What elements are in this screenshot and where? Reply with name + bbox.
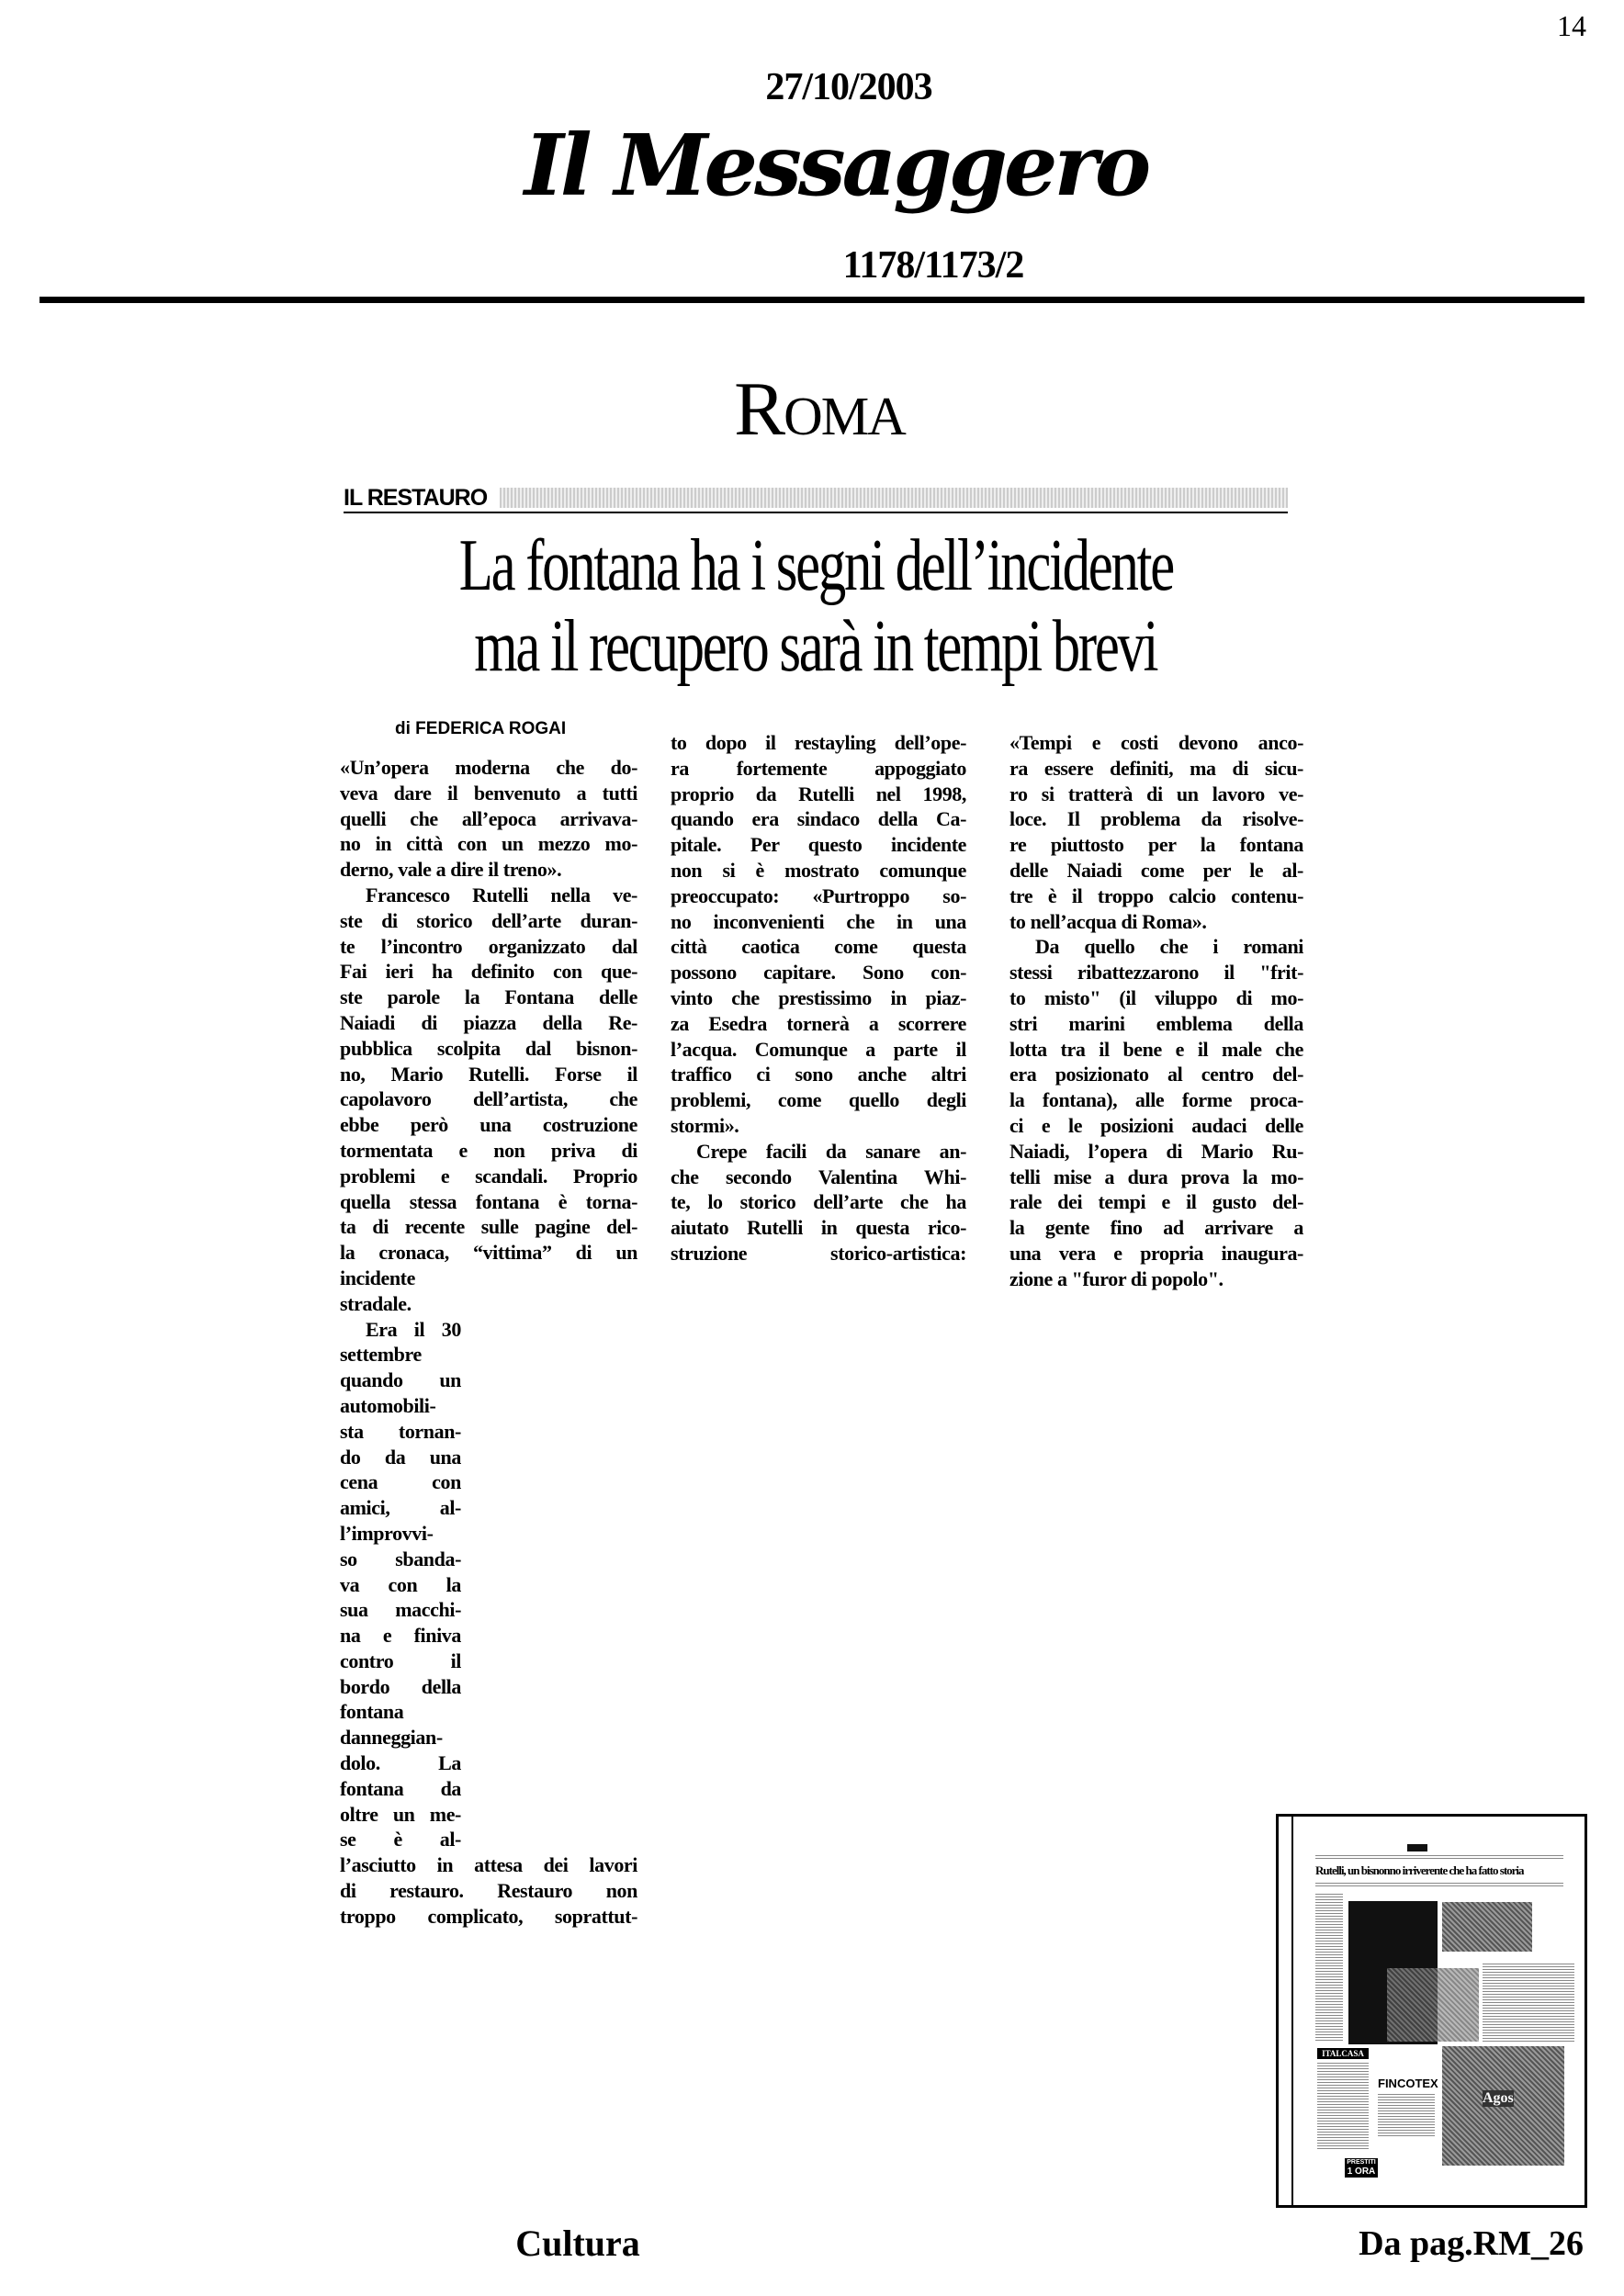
text-line: Da quello che i romani	[1035, 935, 1303, 959]
thumbnail-ad-block	[1317, 2063, 1369, 2150]
text-line: una vera e propria inaugura-	[1009, 1241, 1303, 1265]
page-thumbnail	[1276, 1814, 1587, 2208]
text-line: no inconvenienti che in una	[671, 909, 966, 933]
article-paragraph	[1009, 934, 1303, 1291]
byline: di FEDERICA ROGAI	[395, 719, 567, 738]
headline-text: ma il recupero sarà in tempi brevi	[474, 606, 1157, 687]
thumbnail-ad-italcasa: ITALCASA	[1317, 2048, 1369, 2059]
text-line: to misto" (il viluppo di mo-	[1009, 985, 1303, 1009]
text-line: danneggian-	[340, 1726, 443, 1750]
footer-source-page: Da pag.RM_26	[1359, 2224, 1584, 2263]
text-line: zione a "furor di popolo".	[1009, 1266, 1224, 1290]
text-line: ste parole la Fontana delle	[340, 985, 637, 1009]
kicker-tone-bar	[500, 488, 1288, 508]
article-column-3	[1009, 730, 1303, 1292]
text-line: no in città con un mezzo mo-	[340, 832, 637, 856]
text-line: amici, al-	[340, 1496, 461, 1520]
clipping-code: 1178/1173/2	[842, 244, 1024, 287]
text-line: stormi».	[671, 1113, 739, 1137]
article-paragraph	[340, 755, 637, 883]
text-line: Era il 30	[366, 1317, 461, 1341]
text-line: ra essere definiti, ma di sicu-	[1009, 756, 1303, 780]
text-line: loce. Il problema da risolve-	[1009, 807, 1303, 831]
text-line: possono capitare. Sono con-	[671, 961, 966, 985]
thumbnail-photo	[1442, 1902, 1532, 1952]
article-kicker: IL RESTAURO	[344, 485, 488, 511]
text-line: traffico ci sono anche altri	[671, 1063, 966, 1086]
thumbnail-ad-prestiti	[1345, 2158, 1378, 2178]
text-line: se è al-	[340, 1828, 461, 1851]
text-line: Naiadi di piazza della Re-	[340, 1010, 637, 1034]
text-line: bordo della	[340, 1674, 461, 1698]
text-line: che secondo Valentina Whi-	[671, 1165, 966, 1188]
page-number: 14	[1557, 9, 1586, 42]
thumbnail-margin-line	[1291, 1817, 1293, 2205]
thumbnail-text-block	[1483, 1964, 1574, 2042]
text-line: capolavoro dell’artista, che	[340, 1087, 637, 1111]
headline-line-1	[344, 527, 1288, 604]
headline-text: La fontana ha i segni dell’incidente	[458, 525, 1173, 606]
text-line: rale dei tempi e il gusto del-	[1009, 1190, 1303, 1214]
text-line: la gente fino ad arrivare a	[1009, 1216, 1303, 1240]
article-paragraph	[1009, 730, 1303, 934]
thumbnail-section-mark	[1407, 1844, 1427, 1851]
text-line: la fontana), alle forme proca-	[1009, 1088, 1303, 1112]
text-line: ci e le posizioni audaci delle	[1009, 1113, 1303, 1137]
header-divider	[39, 297, 1585, 303]
text-line: delle Naiadi come per le al-	[1009, 858, 1303, 882]
article-column-2	[671, 730, 966, 1266]
section-title: Roma	[734, 366, 905, 452]
text-line: problemi e scandali. Proprio	[340, 1164, 637, 1187]
text-line: te, lo storico dell’arte che ha	[671, 1190, 966, 1214]
text-line: l’asciutto in attesa dei lavori	[340, 1853, 637, 1877]
text-line: ebbe però una costruzione	[340, 1113, 637, 1137]
text-line: so sbanda-	[340, 1547, 461, 1570]
text-line: non si è mostrato comunque	[671, 858, 966, 882]
text-line: struzione storico-artistica:	[671, 1241, 966, 1265]
text-line: va con la	[340, 1572, 461, 1596]
text-line: era posizionato al centro del-	[1009, 1063, 1303, 1086]
text-line: problemi, come quello degli	[671, 1088, 966, 1112]
text-line: aiutato Rutelli in questa rico-	[671, 1216, 966, 1240]
text-line: re piuttosto per la fontana	[1009, 833, 1303, 857]
headline-line-2	[344, 608, 1288, 685]
article-paragraph	[671, 730, 966, 1139]
text-line: fontana	[340, 1700, 404, 1724]
text-line: l’acqua. Comunque a parte il	[671, 1037, 966, 1061]
text-line: to dopo il restayling dell’ope-	[671, 731, 966, 754]
text-line: oltre un me-	[340, 1802, 461, 1826]
text-line: cena con	[340, 1470, 461, 1494]
text-line: to nell’acqua di Roma».	[1009, 909, 1207, 933]
text-line: sta tornan-	[340, 1419, 461, 1443]
text-line: stri marini emblema della	[1009, 1011, 1303, 1035]
text-line: ro si tratterà di un lavoro ve-	[1009, 782, 1303, 805]
text-line: vinto che prestissimo in piaz-	[671, 985, 966, 1009]
text-line: pubblica scolpita dal bisnon-	[340, 1036, 637, 1060]
text-line: l’improvvi-	[340, 1521, 434, 1545]
thumbnail-text-block	[1315, 1855, 1563, 1860]
text-line: sua macchi-	[340, 1598, 461, 1622]
text-line: «Un’opera moderna che do-	[340, 756, 637, 779]
article-column-1	[340, 755, 637, 1930]
text-line: fontana da	[340, 1776, 461, 1800]
text-line: Naiadi, l’opera di Mario Ru-	[1009, 1139, 1303, 1163]
thumbnail-photo	[1387, 1968, 1479, 2042]
article-paragraph	[340, 883, 637, 1266]
text-line: automobili-	[340, 1393, 436, 1417]
text-line: no, Mario Rutelli. Forse il	[340, 1062, 637, 1086]
text-line: tre è il troppo calcio contenu-	[1009, 884, 1303, 907]
text-line: lotta tra il bene e il male che	[1009, 1037, 1303, 1061]
text-line: la cronaca, “vittima” di un	[340, 1241, 637, 1265]
newspaper-logo: Il Messaggero	[524, 116, 1148, 215]
text-line: ste di storico dell’arte duran-	[340, 908, 637, 932]
text-line: pitale. Per questo incidente	[671, 833, 966, 857]
text-line: dolo. La	[340, 1751, 461, 1775]
text-line: preoccupato: «Purtroppo so-	[671, 884, 966, 907]
text-line: tormentata e non priva di	[340, 1138, 637, 1162]
thumbnail-subhead	[1315, 1883, 1563, 1888]
text-line: proprio da Rutelli nel 1998,	[671, 782, 966, 805]
text-line: telli mise a dura prova la mo-	[1009, 1165, 1303, 1188]
text-line: quando un	[340, 1368, 461, 1392]
footer-section: Cultura	[515, 2223, 640, 2264]
text-line: quelli che all’epoca arrivava-	[340, 806, 637, 830]
text-line: troppo complicato, soprattut-	[340, 1904, 637, 1928]
text-line: do da una	[340, 1445, 461, 1469]
thumbnail-ad-block	[1378, 2094, 1435, 2138]
text-line: Francesco Rutelli nella ve-	[366, 883, 637, 906]
text-line: Fai ieri ha definito con que-	[340, 960, 637, 984]
thumbnail-text-block	[1315, 1894, 1343, 2041]
article-paragraph	[671, 1139, 966, 1266]
text-line: contro il	[340, 1649, 461, 1672]
text-line: ra fortemente appoggiato	[671, 756, 966, 780]
text-line: incidente	[340, 1266, 415, 1289]
text-line: ta di recente sulle pagine del-	[340, 1215, 637, 1239]
article-paragraph	[340, 1317, 461, 1853]
thumbnail-ad-prestiti-label: PRESTITI	[1347, 2159, 1376, 2166]
text-line: quella stessa fontana è torna-	[340, 1189, 637, 1213]
text-line: settembre	[340, 1343, 422, 1367]
article-paragraph	[340, 1266, 461, 1317]
text-line: quando era sindaco della Ca-	[671, 807, 966, 831]
article-paragraph	[340, 1852, 637, 1929]
thumbnail-ad-fincotex: FINCOTEX	[1378, 2077, 1438, 2090]
text-line: veva dare il benvenuto a tutti	[340, 781, 637, 805]
publication-date: 27/10/2003	[765, 66, 932, 108]
text-line: te l’incontro organizzato dal	[340, 934, 637, 958]
article-kicker-bar	[344, 484, 1288, 513]
text-line: stradale.	[340, 1291, 412, 1315]
thumbnail-headline: Rutelli, un bisnonno irriverente che ha fatto storia	[1315, 1863, 1524, 1877]
text-line: na e finiva	[340, 1624, 461, 1648]
thumbnail-ad-1ora: 1 ORA	[1347, 2167, 1376, 2177]
text-line: città caotica come questa	[671, 935, 966, 959]
text-line: derno, vale a dire il treno».	[340, 858, 562, 882]
text-line: Crepe facili da sanare an-	[696, 1139, 966, 1163]
thumbnail-ad-agos: Agos	[1483, 2090, 1514, 2106]
text-line: «Tempi e costi devono anco-	[1009, 731, 1303, 754]
text-line: za Esedra tornerà a scorrere	[671, 1011, 966, 1035]
text-line: stessi ribattezzarono il "frit-	[1009, 961, 1303, 985]
text-line: di restauro. Restauro non	[340, 1879, 637, 1903]
